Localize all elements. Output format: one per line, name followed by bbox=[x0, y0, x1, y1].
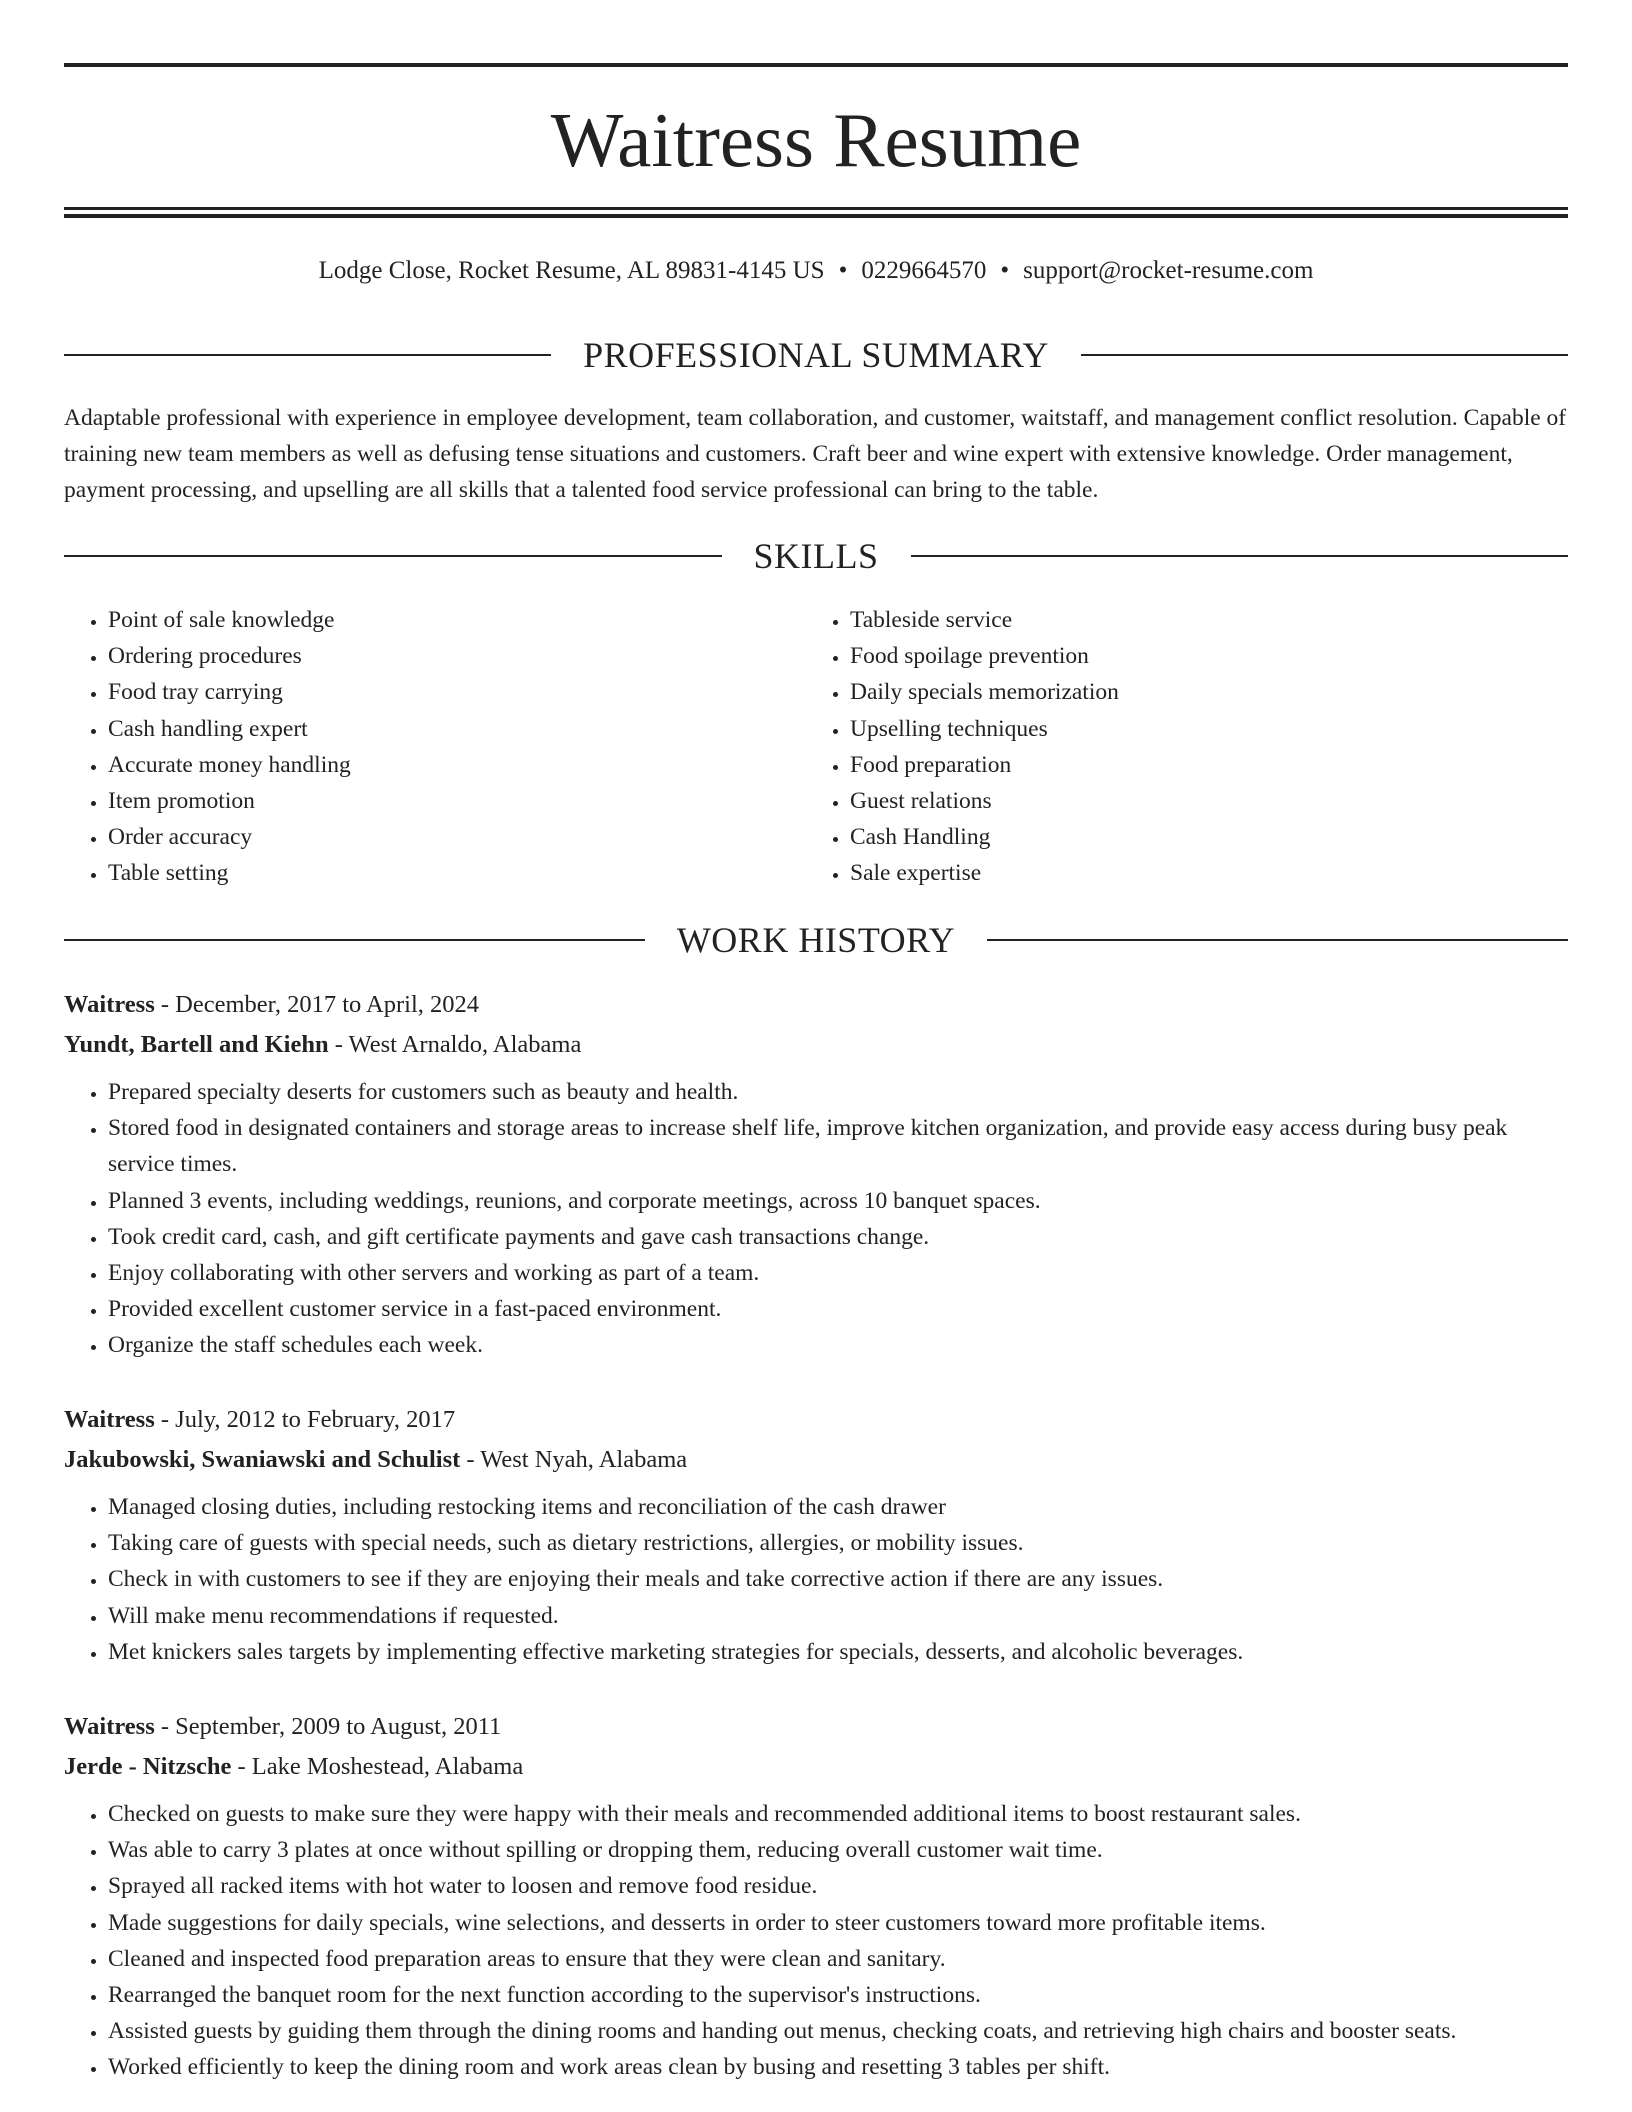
work-heading bbox=[64, 915, 1568, 965]
job-title: Waitress bbox=[64, 1713, 155, 1740]
skill-item: • Order accuracy bbox=[108, 819, 806, 855]
job-title: Waitress bbox=[64, 1406, 155, 1433]
title-double-rule bbox=[64, 207, 1568, 218]
job-bullet-item: • Rearranged the banquet room for the next function according to the supervisor's instructions. bbox=[108, 1977, 1568, 2013]
summary-heading-text: PROFESSIONAL SUMMARY bbox=[583, 335, 1049, 375]
skill-item: • Point of sale knowledge bbox=[108, 602, 806, 638]
job-bullets bbox=[64, 1074, 1568, 1364]
job-bullet-item: • Worked efficiently to keep the dining room and work areas clean by busing and resetting 3 tables per shift. bbox=[108, 2049, 1568, 2085]
skill-item: • Food preparation bbox=[850, 747, 1548, 783]
skill-item: • Food spoilage prevention bbox=[850, 638, 1548, 674]
job-location: - West Nyah, Alabama bbox=[460, 1446, 688, 1473]
skill-item: • Food tray carrying bbox=[108, 674, 806, 710]
job-company-line bbox=[64, 1025, 1568, 1065]
summary-text: Adaptable professional with experience in employee development, team collaboration, and customer, waitstaff, and management conflict resolution. Capable of training new team members as well as defusing tense situations and customers. Craft beer and wine expert with extensive knowledge. Order management, payment processing, and upselling are all skills that a talented food service professional can bring to the table. bbox=[64, 405, 1567, 503]
job-bullet-item: • Taking care of guests with special needs, such as dietary restrictions, allergies, or mobility issues. bbox=[108, 1525, 1568, 1561]
job-company: Jakubowski, Swaniawski and Schulist bbox=[64, 1446, 461, 1473]
job-bullet-item: • Provided excellent customer service in a fast-paced environment. bbox=[108, 1291, 1568, 1327]
top-rule bbox=[64, 63, 1568, 67]
job-bullet-item: • Organize the staff schedules each week. bbox=[108, 1327, 1568, 1363]
heading-rule bbox=[64, 354, 551, 356]
contact-line bbox=[64, 253, 1568, 289]
job-bullet-item: • Cleaned and inspected food preparation areas to ensure that they were clean and sanitary. bbox=[108, 1941, 1568, 1977]
summary-heading bbox=[64, 330, 1568, 380]
skills-heading bbox=[64, 531, 1568, 581]
skills-column-right bbox=[806, 602, 1548, 892]
job-bullet-item: • Will make menu recommendations if requested. bbox=[108, 1598, 1568, 1634]
job-location: - West Arnaldo, Alabama bbox=[328, 1031, 582, 1058]
skill-item: • Daily specials memorization bbox=[850, 674, 1548, 710]
job-bullet-item: • Took credit card, cash, and gift certificate payments and gave cash transactions change. bbox=[108, 1219, 1568, 1255]
heading-rule bbox=[1081, 354, 1568, 356]
job-bullet-item: • Met knickers sales targets by implementing effective marketing strategies for specials, desserts, and alcoholic beverages. bbox=[108, 1634, 1568, 1670]
skills-column-left bbox=[64, 602, 806, 892]
job-bullet-item: • Enjoy collaborating with other servers and working as part of a team. bbox=[108, 1255, 1568, 1291]
skill-item: • Cash Handling bbox=[850, 819, 1548, 855]
job-company-line bbox=[64, 1747, 1568, 1787]
heading-rule bbox=[987, 939, 1568, 941]
job-entry bbox=[64, 985, 1568, 1364]
heading-rule bbox=[64, 555, 722, 557]
skills-heading-text: SKILLS bbox=[753, 536, 879, 576]
job-bullet-item: • Assisted guests by guiding them through the dining rooms and handing out menus, checking coats, and retrieving high chairs and booster seats. bbox=[108, 2013, 1568, 2049]
skill-item: • Item promotion bbox=[108, 783, 806, 819]
contact-address: Lodge Close, Rocket Resume, AL 89831-4145 US bbox=[318, 257, 825, 284]
work-heading-text: WORK HISTORY bbox=[676, 920, 956, 960]
skill-item: • Ordering procedures bbox=[108, 638, 806, 674]
heading-rule bbox=[64, 939, 645, 941]
skill-item: • Table setting bbox=[108, 855, 806, 891]
contact-separator: • bbox=[1000, 257, 1010, 284]
contact-phone: 0229664570 bbox=[861, 257, 987, 284]
job-bullet-item: • Was able to carry 3 plates at once without spilling or dropping them, reducing overall customer wait time. bbox=[108, 1832, 1568, 1868]
skill-item: • Guest relations bbox=[850, 783, 1548, 819]
job-title-line bbox=[64, 1400, 1568, 1440]
job-title-line bbox=[64, 1707, 1568, 1747]
job-company: Yundt, Bartell and Kiehn bbox=[64, 1031, 329, 1058]
job-bullet-item: • Sprayed all racked items with hot water to loosen and remove food residue. bbox=[108, 1868, 1568, 1904]
job-dates: - July, 2012 to February, 2017 bbox=[154, 1406, 456, 1433]
skill-item: • Cash handling expert bbox=[108, 711, 806, 747]
job-location: - Lake Moshestead, Alabama bbox=[231, 1753, 524, 1780]
job-company-line bbox=[64, 1440, 1568, 1480]
skill-item: • Upselling techniques bbox=[850, 711, 1548, 747]
job-bullet-item: • Checked on guests to make sure they were happy with their meals and recommended additional items to boost restaurant sales. bbox=[108, 1796, 1568, 1832]
job-entry bbox=[64, 1707, 1568, 2086]
job-bullets bbox=[64, 1796, 1568, 2086]
skill-item: • Tableside service bbox=[850, 602, 1548, 638]
heading-rule bbox=[911, 555, 1569, 557]
contact-separator: • bbox=[838, 257, 848, 284]
job-bullet-item: • Prepared specialty deserts for customers such as beauty and health. bbox=[108, 1074, 1568, 1110]
job-title: Waitress bbox=[64, 991, 155, 1018]
job-bullet-item: • Managed closing duties, including restocking items and reconciliation of the cash drawer bbox=[108, 1489, 1568, 1525]
page-title: Waitress Resume bbox=[550, 97, 1082, 183]
contact-email: support@rocket-resume.com bbox=[1023, 257, 1314, 284]
job-bullet-item: • Stored food in designated containers and storage areas to increase shelf life, improve kitchen organization, and provide easy access during busy peak service times. bbox=[108, 1110, 1568, 1182]
job-company: Jerde - Nitzsche bbox=[64, 1753, 232, 1780]
job-bullets bbox=[64, 1489, 1568, 1670]
job-title-line bbox=[64, 985, 1568, 1025]
skills-list bbox=[64, 602, 1568, 892]
job-bullet-item: • Planned 3 events, including weddings, reunions, and corporate meetings, across 10 banquet spaces. bbox=[108, 1183, 1568, 1219]
job-dates: - December, 2017 to April, 2024 bbox=[154, 991, 480, 1018]
job-bullet-item: • Made suggestions for daily specials, wine selections, and desserts in order to steer customers toward more profitable items. bbox=[108, 1905, 1568, 1941]
job-dates: - September, 2009 to August, 2011 bbox=[154, 1713, 502, 1740]
job-bullet-item: • Check in with customers to see if they are enjoying their meals and take corrective action if there are any issues. bbox=[108, 1561, 1568, 1597]
skill-item: • Accurate money handling bbox=[108, 747, 806, 783]
skill-item: • Sale expertise bbox=[850, 855, 1548, 891]
job-entry bbox=[64, 1400, 1568, 1670]
